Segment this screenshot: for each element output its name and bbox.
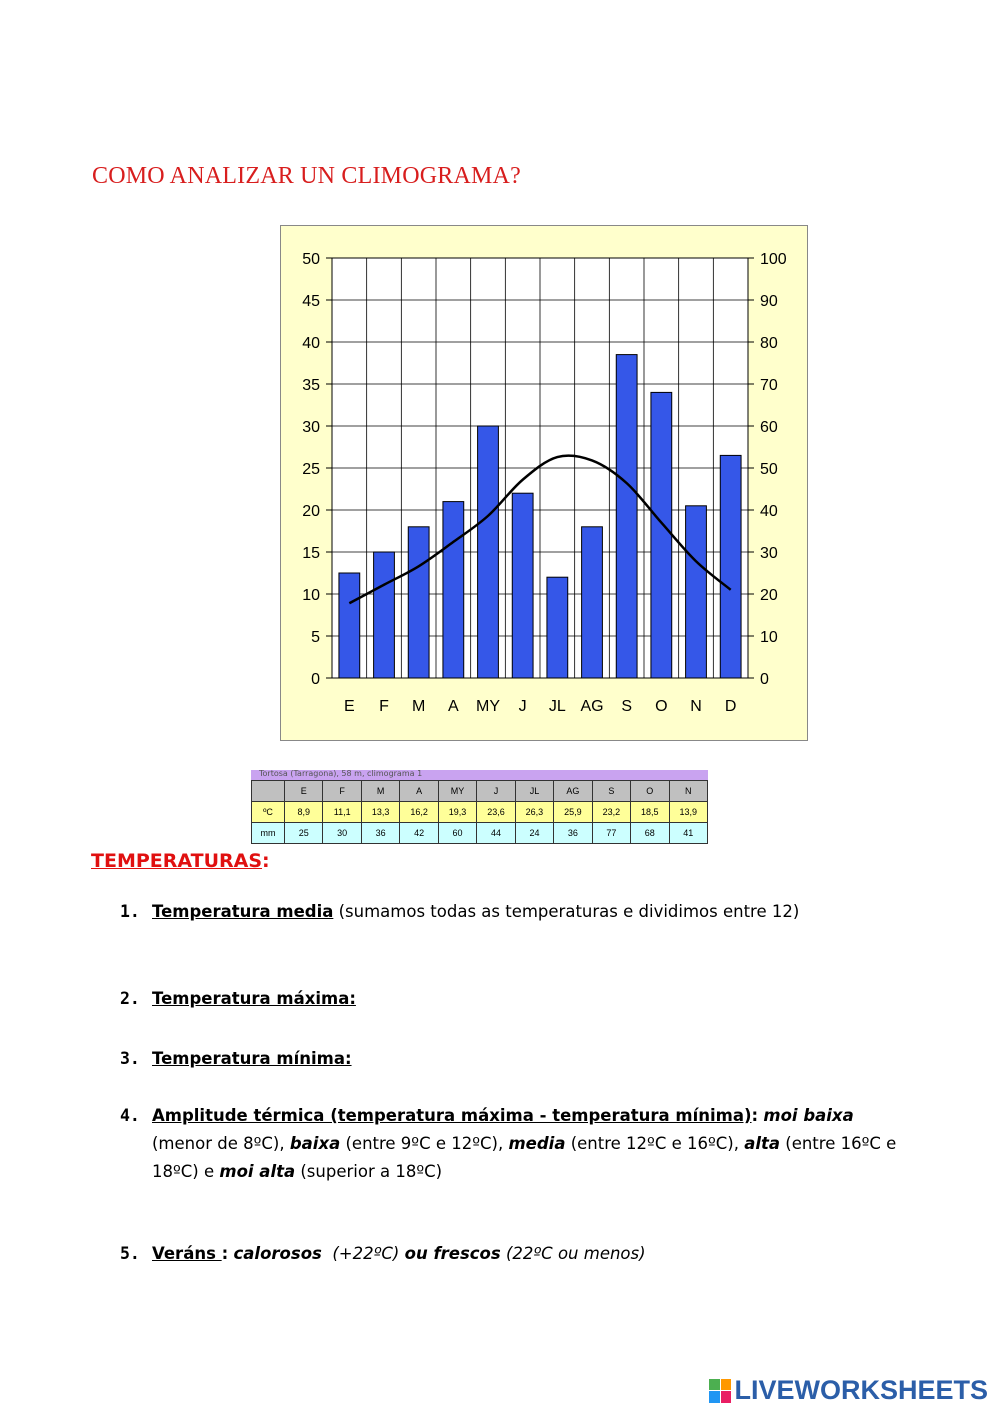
range-text: (entre 9ºC e 12ºC), (340, 1134, 509, 1153)
item-text: (sumamos todas as temperaturas e dividimos entre 12) (333, 902, 800, 921)
y-right-tick-label: 100 (760, 251, 787, 268)
x-tick-label: JL (548, 698, 566, 715)
item-label: Amplitude térmica (temperatura máxima - temperatura mínima) (152, 1106, 752, 1125)
list-item (120, 985, 910, 1013)
table-caption: Tortosa (Tarragona), 58 m, climograma 1 (251, 770, 708, 780)
table-cell: 25,9 (554, 802, 592, 823)
precipitation-bar (374, 552, 395, 678)
table-header-cell (252, 781, 285, 802)
table-header-cell: A (400, 781, 438, 802)
y-left-tick-label: 50 (302, 251, 320, 268)
precipitation-bar (443, 502, 464, 678)
table-cell: 16,2 (400, 802, 438, 823)
y-right-tick-label: 60 (760, 419, 778, 436)
y-left-tick-label: 45 (302, 293, 320, 310)
table-cell: 60 (438, 823, 476, 844)
table-header-cell: AG (554, 781, 592, 802)
list-item (120, 898, 910, 926)
range-low: baixa (289, 1134, 341, 1153)
table-cell: 44 (477, 823, 515, 844)
item-number: 2. (120, 989, 140, 1008)
item-number: 3. (120, 1049, 140, 1068)
table-cell: 36 (361, 823, 399, 844)
table-header-cell: MY (438, 781, 476, 802)
climate-data-table (251, 770, 708, 844)
table-header-cell: S (592, 781, 630, 802)
precipitation-bar (478, 426, 499, 678)
y-left-tick-label: 20 (302, 503, 320, 520)
range-text: (menor de 8ºC), (152, 1134, 290, 1153)
summer-cool-range: (22ºC ou menos) (505, 1244, 646, 1263)
summer-hot-range: (+22ºC) (332, 1244, 400, 1263)
item-label: Temperatura media (152, 902, 334, 921)
y-right-tick-label: 50 (760, 461, 778, 478)
list-item (120, 1045, 910, 1073)
item-label: Veráns (152, 1244, 222, 1263)
y-right-tick-label: 80 (760, 335, 778, 352)
y-right-tick-label: 90 (760, 293, 778, 310)
precipitation-bar (408, 527, 429, 678)
table-cell: 24 (515, 823, 553, 844)
y-left-tick-label: 15 (302, 545, 320, 562)
table-header-cell: E (285, 781, 323, 802)
y-right-tick-label: 0 (760, 671, 769, 688)
y-left-tick-label: 30 (302, 419, 320, 436)
table-cell: 19,3 (438, 802, 476, 823)
item-number: 4. (120, 1106, 140, 1125)
x-tick-label: E (343, 698, 355, 715)
precipitation-bar (547, 577, 568, 678)
y-right-tick-label: 10 (760, 629, 778, 646)
range-very-high: moi alta (219, 1162, 296, 1181)
liveworksheets-icon (709, 1379, 731, 1403)
precipitation-bar (616, 355, 637, 678)
item-number: 1. (120, 902, 140, 921)
precipitation-bar (686, 506, 707, 678)
table-header-cell: N (669, 781, 707, 802)
range-medium: media (508, 1134, 566, 1153)
item-label: Temperatura máxima: (152, 989, 356, 1008)
range-text: (entre 16ºC e 18ºC) e (152, 1134, 897, 1181)
table-cell: 41 (669, 823, 707, 844)
table-row-label: mm (252, 823, 285, 844)
x-tick-label: A (447, 698, 459, 715)
table-cell: 13,3 (361, 802, 399, 823)
table-cell: 36 (554, 823, 592, 844)
table-cell: 68 (631, 823, 669, 844)
table-header-cell: F (323, 781, 361, 802)
table-row-temperature (252, 802, 708, 823)
y-right-tick-label: 20 (760, 587, 778, 604)
x-tick-label: AG (580, 698, 604, 715)
y-left-tick-label: 25 (302, 461, 320, 478)
table-cell: 77 (592, 823, 630, 844)
precipitation-bar (651, 392, 672, 678)
table-cell: 18,5 (631, 802, 669, 823)
liveworksheets-logo (709, 1375, 988, 1406)
y-left-tick-label: 5 (311, 629, 320, 646)
precipitation-bar (512, 493, 533, 678)
list-item (120, 1240, 910, 1268)
climograph-chart (280, 225, 808, 741)
x-tick-label: F (379, 698, 389, 715)
y-right-tick-label: 40 (760, 503, 778, 520)
brand-name: LIVEWORKSHEETS (734, 1375, 988, 1405)
summer-hot: calorosos (233, 1244, 322, 1263)
range-text: (entre 12ºC e 16ºC), (565, 1134, 745, 1153)
x-tick-label: J (518, 698, 527, 715)
y-left-tick-label: 10 (302, 587, 320, 604)
precipitation-bar (582, 527, 603, 678)
table-cell: 26,3 (515, 802, 553, 823)
x-tick-label: MY (476, 698, 500, 715)
item-label: Temperatura mínima: (152, 1049, 352, 1068)
x-tick-label: N (690, 698, 702, 715)
table-cell: 42 (400, 823, 438, 844)
section-heading (91, 850, 270, 872)
table-cell: 13,9 (669, 802, 707, 823)
x-tick-label: S (621, 698, 633, 715)
list-item (120, 1102, 910, 1186)
range-very-low: moi baixa (763, 1106, 854, 1125)
y-left-tick-label: 35 (302, 377, 320, 394)
range-text: (superior a 18ºC) (295, 1162, 443, 1181)
table-header-cell: M (361, 781, 399, 802)
x-tick-label: D (724, 698, 737, 715)
y-right-tick-label: 70 (760, 377, 778, 394)
item-colon: : (221, 1244, 229, 1263)
table-header-row (252, 781, 708, 802)
table-cell: 25 (285, 823, 323, 844)
range-high: alta (744, 1134, 781, 1153)
precipitation-bar (720, 455, 741, 678)
table-cell: 23,6 (477, 802, 515, 823)
table-header-cell: J (477, 781, 515, 802)
table-cell: 11,1 (323, 802, 361, 823)
precipitation-bar (339, 573, 360, 678)
summer-cool: ou frescos (404, 1244, 501, 1263)
y-right-tick-label: 30 (760, 545, 778, 562)
table-header-cell: O (631, 781, 669, 802)
table-row-precipitation (252, 823, 708, 844)
section-colon: : (262, 850, 270, 872)
page-title: COMO ANALIZAR UN CLIMOGRAMA? (92, 163, 521, 189)
table-header-cell: JL (515, 781, 553, 802)
item-number: 5. (120, 1244, 140, 1263)
table-cell: 30 (323, 823, 361, 844)
table-cell: 8,9 (285, 802, 323, 823)
section-title: TEMPERATURAS (91, 850, 263, 872)
table-cell: 23,2 (592, 802, 630, 823)
item-colon: : (751, 1106, 759, 1125)
table-row-label: ºC (252, 802, 285, 823)
x-tick-label: M (412, 698, 426, 715)
y-left-tick-label: 40 (302, 335, 320, 352)
x-tick-label: O (655, 698, 668, 715)
y-left-tick-label: 0 (311, 671, 320, 688)
